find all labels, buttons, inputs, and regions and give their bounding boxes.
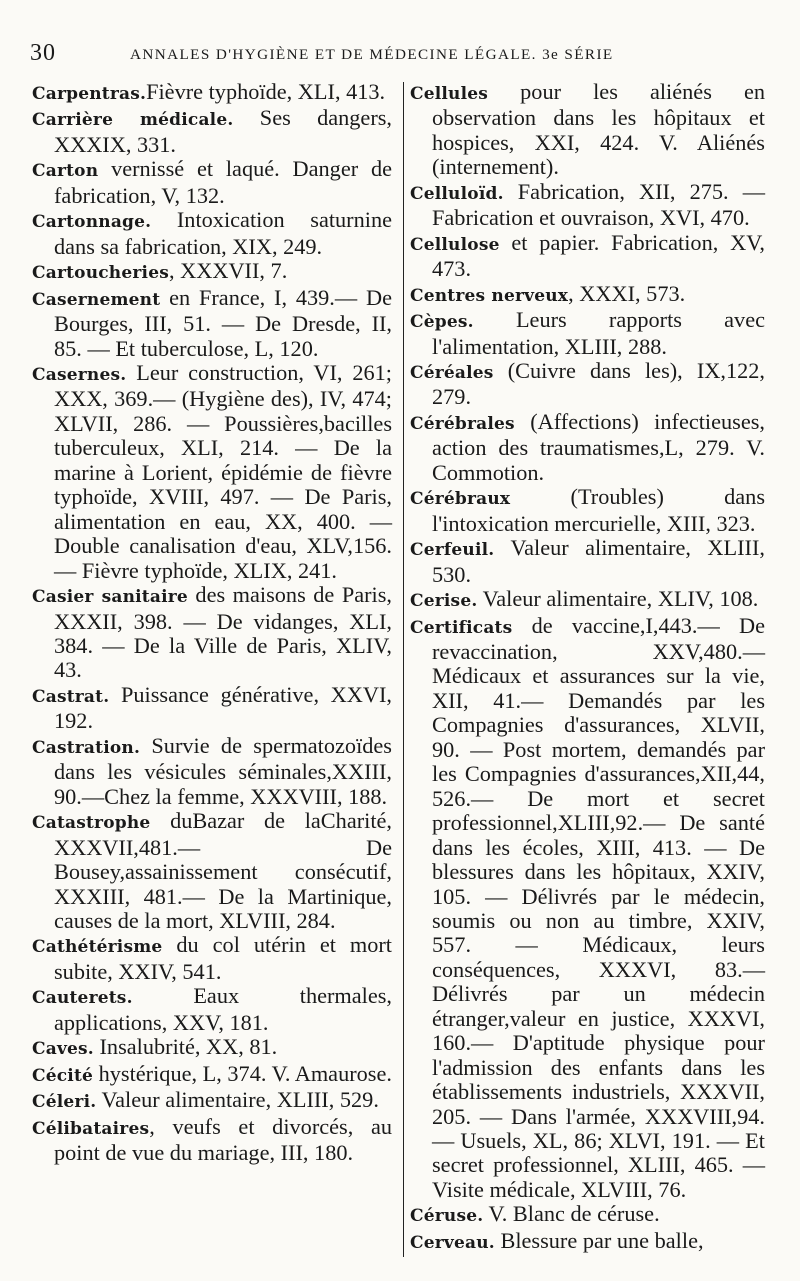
entry-term: Cathétérisme bbox=[32, 937, 163, 958]
page-number: 30 bbox=[30, 40, 56, 66]
entry-term: Cartonnage. bbox=[32, 212, 152, 233]
index-entry bbox=[32, 1062, 392, 1088]
entry-text: Valeur alimentaire, XLIV, 108. bbox=[477, 586, 759, 612]
index-entry bbox=[410, 231, 765, 282]
entry-text: de vaccine,I,443.— De revaccination, XXV,480.— Médicaux et assurances sur la vie, XII, 41.— Demandés par les Compagnies d'assurances, XLVII, 90. — Post mortem, demandés par les Compagnies d'assurances,XII,44, 526.— De mort et secret professionnel,XLIII,92.— De santé dans les écoles, XIII, 413. — De blessures dans les hôpitaux, XXIV, 105. — Délivrés par le médecin, soumis ou non au timbre, XXIV, 557. — Médicaux, leurs conséquences, XXXVI, 83.— Délivrés par un médecin étranger,valeur en justice, XXXVI, 160.— D'aptitude physique pour l'admission des enfants dans les établissements industriels, XXXVII, 205. — Dans l'armée, XXXVIII,94. — Usuels, XL, 86; XLVI, 191. — Et secret professionnel, XLIII, 465. — Visite médicale, XLVIII, 76. bbox=[432, 612, 765, 1202]
entry-text: Insalubrité, XX, 81. bbox=[93, 1034, 278, 1060]
entry-term: Carpentras. bbox=[32, 84, 147, 104]
entry-text: du col utérin et mort subite, XXIV, 541. bbox=[54, 932, 392, 984]
index-entry bbox=[32, 157, 392, 208]
page-header bbox=[30, 40, 770, 70]
entry-text: (Troubles) dans l'intoxication mercurielle, XIII, 323. bbox=[432, 484, 765, 536]
index-entry bbox=[410, 80, 765, 180]
entry-text: Fièvre typhoïde, XLI, 413. bbox=[146, 79, 386, 104]
entry-term: Cérébrales bbox=[410, 413, 515, 434]
entry-term: Céruse. bbox=[410, 1206, 484, 1227]
entry-term: Céleri. bbox=[32, 1092, 97, 1113]
entry-term: Cécité bbox=[32, 1065, 94, 1086]
entry-text: en France, I, 439.— De Bourges, III, 51. — De Dresde, II, 85. — Et tuberculose, L, 120. bbox=[54, 284, 392, 361]
entry-text: vernissé et laqué. Danger de fabrication, V, 132. bbox=[54, 156, 392, 208]
entry-text: Eaux thermales, applications, XXV, 181. bbox=[54, 983, 392, 1035]
index-entry bbox=[32, 583, 392, 683]
index-entry bbox=[32, 1035, 392, 1061]
entry-text: Valeur alimentaire, XLIII, 530. bbox=[432, 535, 765, 587]
index-entry bbox=[410, 1202, 765, 1228]
entry-term: Cauterets. bbox=[32, 988, 133, 1009]
entry-term: Caves. bbox=[32, 1039, 94, 1060]
entry-text: Intoxication saturnine dans sa fabrication, XIX, 249. bbox=[54, 207, 392, 259]
entry-term: Cerise. bbox=[410, 591, 478, 612]
entry-term: Castration. bbox=[32, 737, 141, 758]
entry-text: Blessure par une balle, bbox=[494, 1227, 704, 1253]
entry-term: Cellules bbox=[410, 84, 489, 104]
entry-term: Casernes. bbox=[32, 364, 127, 385]
entry-text: des maisons de Paris, XXXII, 398. — De vidanges, XLI, 384. — De la Ville de Paris, XLIV, 43. bbox=[54, 582, 393, 683]
entry-term: Cellulose bbox=[410, 234, 500, 255]
index-entry bbox=[410, 1229, 765, 1255]
right-column bbox=[410, 80, 765, 1255]
index-entry bbox=[32, 683, 392, 734]
entry-term: Céréales bbox=[410, 362, 494, 383]
entry-term: Cartoucheries bbox=[32, 263, 169, 284]
index-entry bbox=[410, 536, 765, 587]
entry-text: (Affections) infectieuses, action des traumatismes,L, 279. V. Commotion. bbox=[432, 408, 765, 485]
entry-term: Cerfeuil. bbox=[410, 540, 495, 561]
entry-text: et papier. Fabrication, XV, 473. bbox=[432, 229, 765, 282]
running-head: ANNALES D'HYGIÈNE ET DE MÉDECINE LÉGALE. 3e SÉRIE bbox=[130, 46, 614, 63]
entry-term: Certificats bbox=[410, 617, 513, 638]
index-entry bbox=[410, 359, 765, 410]
entry-text: Fabrication, XII, 275. — Fabrication et ouvraison, XVI, 470. bbox=[432, 178, 765, 231]
index-entry bbox=[32, 80, 392, 106]
entry-term: Carton bbox=[32, 161, 99, 182]
entry-term: Carrière médicale. bbox=[32, 110, 234, 131]
entry-term: Cerveau. bbox=[410, 1232, 495, 1253]
index-entry bbox=[410, 308, 765, 359]
entry-term: Casernement bbox=[32, 289, 161, 310]
entry-term: Centres nerveux bbox=[410, 285, 569, 306]
column-divider bbox=[403, 82, 404, 1257]
index-entry bbox=[410, 485, 765, 536]
index-entry bbox=[32, 286, 392, 361]
entry-text: Ses dangers, XXXIX, 331. bbox=[54, 105, 393, 157]
index-entry bbox=[32, 1115, 392, 1166]
entry-text: , XXXI, 573. bbox=[568, 280, 686, 306]
index-entry bbox=[410, 587, 765, 613]
index-entry bbox=[32, 1088, 392, 1114]
index-entry bbox=[410, 410, 765, 485]
entry-term: Celluloïd. bbox=[410, 183, 504, 204]
entry-text: V. Blanc de céruse. bbox=[483, 1201, 660, 1227]
entry-text: (Cuivre dans les), IX,122, 279. bbox=[432, 357, 765, 410]
entry-text: , XXXVII, 7. bbox=[168, 258, 288, 284]
index-entry bbox=[410, 614, 765, 1203]
index-entry bbox=[32, 984, 392, 1035]
entry-term: Castrat. bbox=[32, 686, 110, 707]
entry-text: hystérique, L, 374. V. Amaurose. bbox=[93, 1060, 392, 1086]
index-entry bbox=[32, 933, 392, 984]
index-entry bbox=[32, 734, 392, 809]
index-entry bbox=[410, 180, 765, 231]
entry-text: Leur construction, VI, 261; XXX, 369.— (Hygiène des), IV, 474; XLVII, 286. — Poussières,bacilles tuberculeux, XLI, 214. — De la marine à Lorient, épidémie de fièvre typhoïde, XVIII, 497. — De Paris, alimentation en eau, XX, 400. — Double canalisation d'eau, XLV,156. — Fièvre typhoïde, XLIX, 241. bbox=[54, 359, 392, 583]
entry-term: Cèpes. bbox=[410, 312, 474, 333]
entry-text: duBazar de laCharité, XXXVII,481.— De Bousey,assainissement consécutif, XXXIII, 481.— De la Martinique, causes de la mort, XLVIII, 284. bbox=[54, 808, 392, 933]
entry-text: Valeur alimentaire, XLIII, 529. bbox=[96, 1087, 379, 1113]
entry-text: Leurs rapports avec l'alimentation, XLIII, 288. bbox=[432, 307, 765, 359]
entry-text: pour les aliénés en observation dans les hôpitaux et hospices, XXI, 424. V. Aliénés (internement). bbox=[432, 79, 765, 180]
index-entry bbox=[32, 809, 392, 933]
entry-term: Cérébraux bbox=[410, 489, 511, 510]
index-entry bbox=[32, 259, 392, 285]
entry-text: Puissance générative, XXVI, 192. bbox=[54, 681, 392, 734]
index-entry bbox=[32, 361, 392, 583]
entry-term: Catastrophe bbox=[32, 813, 151, 834]
entry-term: Casier sanitaire bbox=[32, 587, 188, 608]
entry-term: Célibataires bbox=[32, 1118, 150, 1139]
index-entry bbox=[32, 208, 392, 259]
index-entry bbox=[410, 282, 765, 308]
left-column bbox=[32, 80, 392, 1165]
entry-text: Survie de spermatozoïdes dans les vésicules séminales,XXIII, 90.—Chez la femme, XXXVIII, 188. bbox=[54, 732, 392, 809]
index-entry bbox=[32, 106, 392, 157]
entry-text: , veufs et divorcés, au point de vue du mariage, III, 180. bbox=[54, 1113, 392, 1166]
